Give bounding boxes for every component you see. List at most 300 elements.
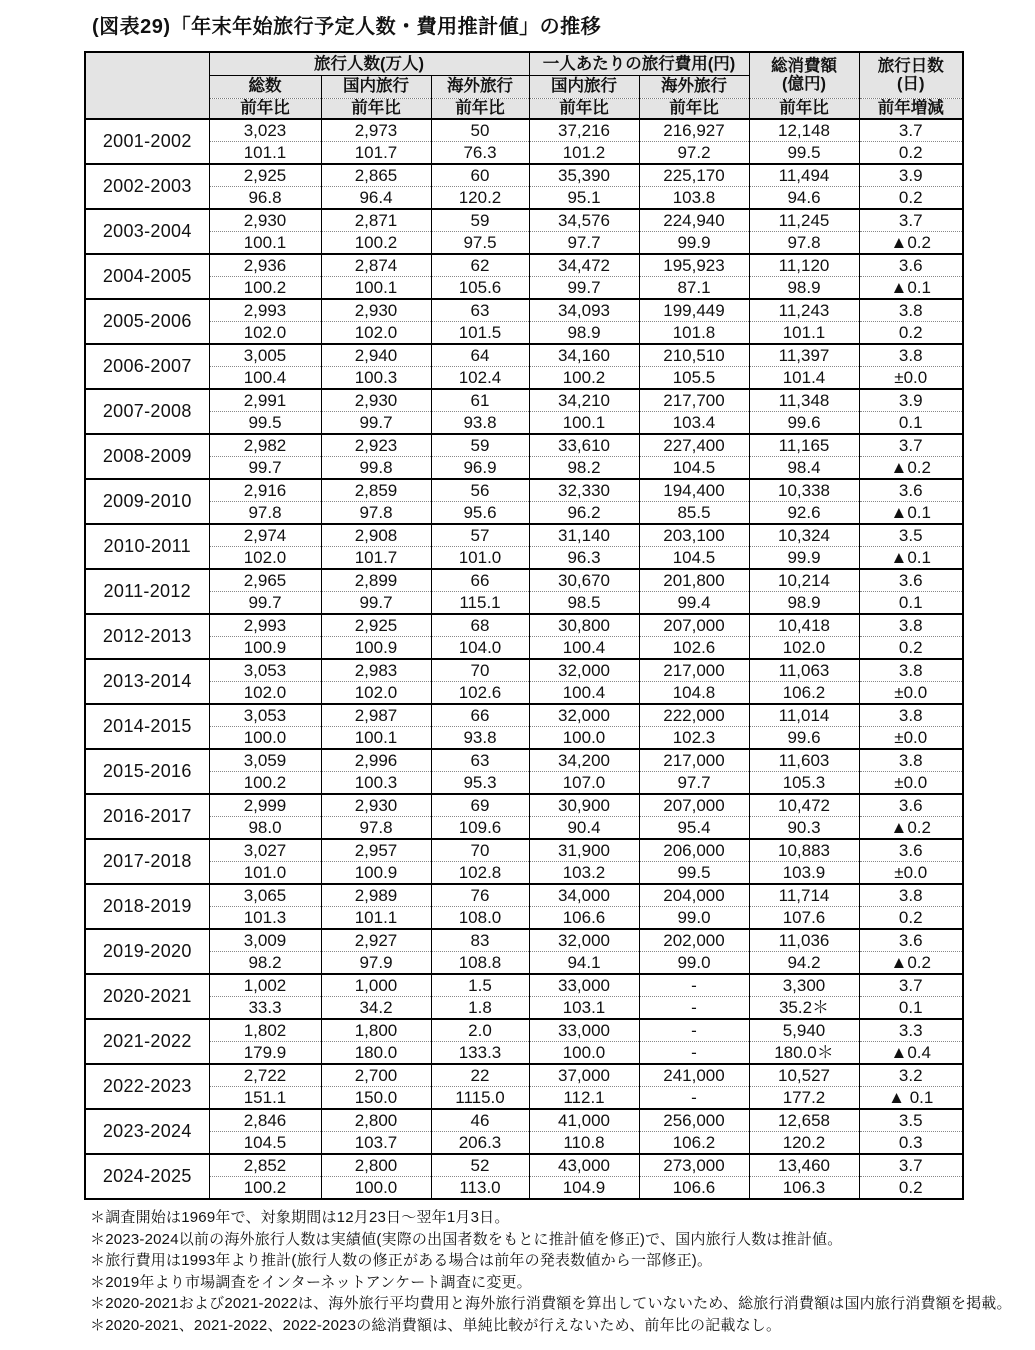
- ratio-cell: 103.9: [749, 862, 859, 885]
- header-yoy-days: 前年増減: [859, 98, 963, 119]
- header-consumption-line2: (億円): [782, 75, 826, 94]
- value-cell: 32,000: [529, 659, 639, 682]
- value-cell: 1,002: [209, 974, 321, 997]
- value-cell: 204,000: [639, 884, 749, 907]
- table-row-values: [85, 1064, 963, 1087]
- value-cell: 3,300: [749, 974, 859, 997]
- value-cell: 3.8: [859, 659, 963, 682]
- ratio-cell: ▲0.2: [859, 457, 963, 480]
- header-consumption-line1: 総消費額: [771, 57, 837, 76]
- ratio-cell: 99.8: [321, 457, 431, 480]
- value-cell: 34,000: [529, 884, 639, 907]
- value-cell: 2,874: [321, 254, 431, 277]
- ratio-cell: 105.6: [431, 277, 529, 300]
- ratio-cell: ▲0.1: [859, 502, 963, 525]
- table-row-ratios: [85, 997, 963, 1020]
- ratio-cell: 104.8: [639, 682, 749, 705]
- table-row-values: [85, 164, 963, 187]
- ratio-cell: 101.8: [639, 322, 749, 345]
- value-cell: 10,472: [749, 794, 859, 817]
- ratio-cell: 0.1: [859, 997, 963, 1020]
- table-row-values: [85, 434, 963, 457]
- footnote-line: ＊調査開始は1969年で、対象期間は12月23日～翌年1月3日。: [90, 1209, 510, 1226]
- ratio-cell: 112.1: [529, 1087, 639, 1110]
- ratio-cell: 104.0: [431, 637, 529, 660]
- year-label: 2009-2010: [85, 479, 209, 524]
- ratio-cell: 100.2: [209, 277, 321, 300]
- ratio-cell: 101.7: [321, 142, 431, 165]
- ratio-cell: 179.9: [209, 1042, 321, 1065]
- value-cell: 30,900: [529, 794, 639, 817]
- table-row-ratios: [85, 322, 963, 345]
- table-row-values: [85, 794, 963, 817]
- ratio-cell: 103.1: [529, 997, 639, 1020]
- value-cell: 11,348: [749, 389, 859, 412]
- value-cell: 2,965: [209, 569, 321, 592]
- footnote-line: ＊2020-2021、2021-2022、2022-2023の総消費額は、単純比較が行えないため、前年比の記載なし。: [90, 1316, 782, 1334]
- ratio-cell: 101.7: [321, 547, 431, 570]
- ratio-cell: 93.8: [431, 727, 529, 750]
- ratio-cell: 100.0: [529, 727, 639, 750]
- ratio-cell: 103.2: [529, 862, 639, 885]
- table-row-values: [85, 479, 963, 502]
- table-row-values: [85, 1109, 963, 1132]
- value-cell: 3.8: [859, 884, 963, 907]
- value-cell: 50: [431, 119, 529, 142]
- ratio-cell: 99.9: [749, 547, 859, 570]
- value-cell: 33,000: [529, 974, 639, 997]
- ratio-cell: 93.8: [431, 412, 529, 435]
- value-cell: 11,245: [749, 209, 859, 232]
- value-cell: 2,991: [209, 389, 321, 412]
- value-cell: 3.6: [859, 569, 963, 592]
- ratio-cell: 101.1: [321, 907, 431, 930]
- table-row-ratios: [85, 1087, 963, 1110]
- value-cell: 2,993: [209, 299, 321, 322]
- year-label: 2008-2009: [85, 434, 209, 479]
- ratio-cell: -: [639, 997, 749, 1020]
- value-cell: 2,923: [321, 434, 431, 457]
- header-yoy-row: [85, 98, 963, 119]
- value-cell: 66: [431, 569, 529, 592]
- ratio-cell: 99.7: [529, 277, 639, 300]
- ratio-cell: 102.6: [431, 682, 529, 705]
- value-cell: 11,397: [749, 344, 859, 367]
- ratio-cell: ▲ 0.1: [859, 1087, 963, 1110]
- table-row-values: [85, 344, 963, 367]
- year-label: 2002-2003: [85, 164, 209, 209]
- value-cell: 10,324: [749, 524, 859, 547]
- ratio-cell: 99.7: [209, 457, 321, 480]
- ratio-cell: 97.8: [321, 817, 431, 840]
- ratio-cell: 102.8: [431, 862, 529, 885]
- year-label: 2016-2017: [85, 794, 209, 839]
- value-cell: 227,400: [639, 434, 749, 457]
- value-cell: 3.7: [859, 434, 963, 457]
- value-cell: 3.3: [859, 1019, 963, 1042]
- ratio-cell: 94.1: [529, 952, 639, 975]
- value-cell: 59: [431, 209, 529, 232]
- value-cell: 11,494: [749, 164, 859, 187]
- value-cell: 10,883: [749, 839, 859, 862]
- ratio-cell: 100.3: [321, 772, 431, 795]
- value-cell: 11,063: [749, 659, 859, 682]
- table-row-values: [85, 839, 963, 862]
- ratio-cell: 97.8: [749, 232, 859, 255]
- table-row-values: [85, 929, 963, 952]
- value-cell: 2,993: [209, 614, 321, 637]
- year-label: 2022-2023: [85, 1064, 209, 1109]
- table-row-values: [85, 1154, 963, 1177]
- ratio-cell: 95.4: [639, 817, 749, 840]
- value-cell: 216,927: [639, 119, 749, 142]
- value-cell: 34,160: [529, 344, 639, 367]
- table-row-ratios: [85, 547, 963, 570]
- value-cell: 56: [431, 479, 529, 502]
- table-row-ratios: [85, 727, 963, 750]
- table-row-values: [85, 614, 963, 637]
- header-col-consumption: [749, 52, 859, 98]
- value-cell: 10,338: [749, 479, 859, 502]
- ratio-cell: 108.8: [431, 952, 529, 975]
- value-cell: 3.5: [859, 524, 963, 547]
- ratio-cell: ▲0.2: [859, 952, 963, 975]
- value-cell: 11,014: [749, 704, 859, 727]
- value-cell: 222,000: [639, 704, 749, 727]
- header-yoy-cost-domestic: 前年比: [529, 98, 639, 119]
- value-cell: 195,923: [639, 254, 749, 277]
- value-cell: 224,940: [639, 209, 749, 232]
- value-cell: 11,165: [749, 434, 859, 457]
- ratio-cell: 94.6: [749, 187, 859, 210]
- value-cell: 34,200: [529, 749, 639, 772]
- table-row-values: [85, 299, 963, 322]
- ratio-cell: ▲0.2: [859, 817, 963, 840]
- value-cell: 217,700: [639, 389, 749, 412]
- value-cell: 2,908: [321, 524, 431, 547]
- value-cell: 3.7: [859, 209, 963, 232]
- value-cell: 11,243: [749, 299, 859, 322]
- value-cell: 35,390: [529, 164, 639, 187]
- value-cell: 46: [431, 1109, 529, 1132]
- ratio-cell: 120.2: [749, 1132, 859, 1155]
- ratio-cell: 102.0: [749, 637, 859, 660]
- ratio-cell: 100.0: [529, 1042, 639, 1065]
- table-row-values: [85, 209, 963, 232]
- value-cell: 199,449: [639, 299, 749, 322]
- year-label: 2010-2011: [85, 524, 209, 569]
- header-yoy-cost-overseas: 前年比: [639, 98, 749, 119]
- ratio-cell: 0.2: [859, 187, 963, 210]
- table-row-values: [85, 659, 963, 682]
- value-cell: 2,800: [321, 1109, 431, 1132]
- ratio-cell: 110.8: [529, 1132, 639, 1155]
- table-row-ratios: [85, 142, 963, 165]
- ratio-cell: 96.3: [529, 547, 639, 570]
- ratio-cell: 102.3: [639, 727, 749, 750]
- ratio-cell: 0.2: [859, 637, 963, 660]
- value-cell: 2,846: [209, 1109, 321, 1132]
- value-cell: 12,148: [749, 119, 859, 142]
- table-row-ratios: [85, 1042, 963, 1065]
- year-label: 2019-2020: [85, 929, 209, 974]
- value-cell: 68: [431, 614, 529, 637]
- value-cell: -: [639, 1019, 749, 1042]
- value-cell: 52: [431, 1154, 529, 1177]
- ratio-cell: 99.7: [321, 412, 431, 435]
- ratio-cell: 206.3: [431, 1132, 529, 1155]
- ratio-cell: 0.1: [859, 412, 963, 435]
- table-row-ratios: [85, 412, 963, 435]
- ratio-cell: 99.0: [639, 952, 749, 975]
- ratio-cell: 96.8: [209, 187, 321, 210]
- ratio-cell: 90.3: [749, 817, 859, 840]
- value-cell: 207,000: [639, 614, 749, 637]
- table-row-values: [85, 119, 963, 142]
- ratio-cell: 102.6: [639, 637, 749, 660]
- value-cell: 41,000: [529, 1109, 639, 1132]
- header-col-cost-overseas: 海外旅行: [639, 75, 749, 98]
- ratio-cell: 35.2＊: [749, 997, 859, 1020]
- ratio-cell: 0.3: [859, 1132, 963, 1155]
- table-row-ratios: [85, 1132, 963, 1155]
- value-cell: 2,999: [209, 794, 321, 817]
- value-cell: 60: [431, 164, 529, 187]
- ratio-cell: 107.0: [529, 772, 639, 795]
- value-cell: 2,899: [321, 569, 431, 592]
- year-label: 2015-2016: [85, 749, 209, 794]
- value-cell: 3.6: [859, 839, 963, 862]
- ratio-cell: 99.6: [749, 727, 859, 750]
- value-cell: 2,930: [321, 794, 431, 817]
- ratio-cell: 0.1: [859, 592, 963, 615]
- ratio-cell: 101.1: [209, 142, 321, 165]
- header-yoy-overseas: 前年比: [431, 98, 529, 119]
- ratio-cell: 100.4: [529, 637, 639, 660]
- value-cell: 3.6: [859, 479, 963, 502]
- value-cell: 1.5: [431, 974, 529, 997]
- value-cell: 2,957: [321, 839, 431, 862]
- header-group-travelers: 旅行人数(万人): [209, 52, 529, 75]
- ratio-cell: 95.3: [431, 772, 529, 795]
- value-cell: 34,472: [529, 254, 639, 277]
- ratio-cell: 151.1: [209, 1087, 321, 1110]
- ratio-cell: 87.1: [639, 277, 749, 300]
- ratio-cell: 100.0: [209, 727, 321, 750]
- ratio-cell: 0.2: [859, 142, 963, 165]
- value-cell: 11,036: [749, 929, 859, 952]
- table-row-ratios: [85, 817, 963, 840]
- value-cell: 22: [431, 1064, 529, 1087]
- value-cell: 33,610: [529, 434, 639, 457]
- ratio-cell: 85.5: [639, 502, 749, 525]
- ratio-cell: 102.0: [209, 547, 321, 570]
- value-cell: 76: [431, 884, 529, 907]
- ratio-cell: 100.9: [321, 637, 431, 660]
- table-row-ratios: [85, 592, 963, 615]
- ratio-cell: 100.2: [209, 1177, 321, 1200]
- year-label: 2024-2025: [85, 1154, 209, 1199]
- table-row-values: [85, 704, 963, 727]
- value-cell: 2,927: [321, 929, 431, 952]
- header-corner-cell: [85, 52, 209, 119]
- table-row-values: [85, 254, 963, 277]
- value-cell: 3.7: [859, 1154, 963, 1177]
- value-cell: 194,400: [639, 479, 749, 502]
- value-cell: 34,576: [529, 209, 639, 232]
- value-cell: 2,925: [209, 164, 321, 187]
- ratio-cell: ±0.0: [859, 727, 963, 750]
- ratio-cell: 102.0: [209, 322, 321, 345]
- value-cell: 70: [431, 839, 529, 862]
- ratio-cell: 97.8: [321, 502, 431, 525]
- ratio-cell: 107.6: [749, 907, 859, 930]
- value-cell: 1,800: [321, 1019, 431, 1042]
- ratio-cell: 101.4: [749, 367, 859, 390]
- value-cell: 3,059: [209, 749, 321, 772]
- value-cell: 62: [431, 254, 529, 277]
- value-cell: 57: [431, 524, 529, 547]
- year-label: 2005-2006: [85, 299, 209, 344]
- value-cell: 3.8: [859, 344, 963, 367]
- value-cell: 43,000: [529, 1154, 639, 1177]
- table-row-ratios: [85, 862, 963, 885]
- value-cell: 32,330: [529, 479, 639, 502]
- ratio-cell: 101.1: [749, 322, 859, 345]
- ratio-cell: 98.2: [529, 457, 639, 480]
- value-cell: 3,053: [209, 659, 321, 682]
- value-cell: 3,027: [209, 839, 321, 862]
- value-cell: 3.7: [859, 119, 963, 142]
- table-row-values: [85, 389, 963, 412]
- ratio-cell: 109.6: [431, 817, 529, 840]
- ratio-cell: 97.9: [321, 952, 431, 975]
- value-cell: 2,859: [321, 479, 431, 502]
- ratio-cell: 103.4: [639, 412, 749, 435]
- ratio-cell: 104.9: [529, 1177, 639, 1200]
- ratio-cell: 180.0: [321, 1042, 431, 1065]
- value-cell: 2,982: [209, 434, 321, 457]
- ratio-cell: 1.8: [431, 997, 529, 1020]
- footnote-line: ＊2020-2021および2021-2022は、海外旅行平均費用と海外旅行消費額を算出していないため、総旅行消費額は国内旅行消費額を掲載。: [90, 1295, 1012, 1312]
- value-cell: 1,802: [209, 1019, 321, 1042]
- value-cell: 61: [431, 389, 529, 412]
- ratio-cell: 95.1: [529, 187, 639, 210]
- ratio-cell: 99.7: [209, 592, 321, 615]
- value-cell: 2,996: [321, 749, 431, 772]
- value-cell: 3.8: [859, 299, 963, 322]
- ratio-cell: ±0.0: [859, 862, 963, 885]
- table-row-ratios: [85, 232, 963, 255]
- value-cell: 3.6: [859, 794, 963, 817]
- value-cell: 217,000: [639, 659, 749, 682]
- year-label: 2017-2018: [85, 839, 209, 884]
- ratio-cell: 106.3: [749, 1177, 859, 1200]
- ratio-cell: 0.2: [859, 907, 963, 930]
- ratio-cell: 100.9: [209, 637, 321, 660]
- value-cell: 2,916: [209, 479, 321, 502]
- ratio-cell: 100.1: [321, 277, 431, 300]
- ratio-cell: 100.1: [321, 727, 431, 750]
- ratio-cell: 103.7: [321, 1132, 431, 1155]
- ratio-cell: 102.0: [321, 322, 431, 345]
- header-col-overseas: 海外旅行: [431, 75, 529, 98]
- travel-stats-table: [84, 51, 964, 1200]
- year-label: 2020-2021: [85, 974, 209, 1019]
- ratio-cell: 99.0: [639, 907, 749, 930]
- ratio-cell: 115.1: [431, 592, 529, 615]
- ratio-cell: 99.7: [321, 592, 431, 615]
- value-cell: 225,170: [639, 164, 749, 187]
- ratio-cell: 98.0: [209, 817, 321, 840]
- ratio-cell: 94.2: [749, 952, 859, 975]
- ratio-cell: 177.2: [749, 1087, 859, 1110]
- value-cell: 3,065: [209, 884, 321, 907]
- value-cell: 3.5: [859, 1109, 963, 1132]
- year-label: 2001-2002: [85, 119, 209, 164]
- ratio-cell: 100.0: [321, 1177, 431, 1200]
- ratio-cell: -: [639, 1087, 749, 1110]
- ratio-cell: 98.4: [749, 457, 859, 480]
- header-group-cost: 一人あたりの旅行費用(円): [529, 52, 749, 75]
- ratio-cell: 97.2: [639, 142, 749, 165]
- ratio-cell: 100.1: [209, 232, 321, 255]
- value-cell: 3,009: [209, 929, 321, 952]
- value-cell: 13,460: [749, 1154, 859, 1177]
- footnote-line: ＊2019年より市場調査をインターネットアンケート調査に変更。: [90, 1273, 532, 1291]
- table-row-values: [85, 524, 963, 547]
- ratio-cell: 106.6: [529, 907, 639, 930]
- value-cell: 66: [431, 704, 529, 727]
- ratio-cell: 96.9: [431, 457, 529, 480]
- page-title: (図表29)「年末年始旅行予定人数・費用推計値」の推移: [92, 16, 602, 38]
- value-cell: 2,987: [321, 704, 431, 727]
- ratio-cell: 92.6: [749, 502, 859, 525]
- ratio-cell: 104.5: [639, 457, 749, 480]
- ratio-cell: 113.0: [431, 1177, 529, 1200]
- table-row-ratios: [85, 1177, 963, 1200]
- table-row-ratios: [85, 952, 963, 975]
- ratio-cell: 105.3: [749, 772, 859, 795]
- value-cell: 59: [431, 434, 529, 457]
- value-cell: 11,603: [749, 749, 859, 772]
- value-cell: 70: [431, 659, 529, 682]
- value-cell: 2,700: [321, 1064, 431, 1087]
- year-label: 2006-2007: [85, 344, 209, 389]
- header-col-days: [859, 52, 963, 98]
- year-label: 2011-2012: [85, 569, 209, 614]
- value-cell: 2,722: [209, 1064, 321, 1087]
- table-header: [85, 52, 963, 119]
- value-cell: 37,216: [529, 119, 639, 142]
- value-cell: 34,093: [529, 299, 639, 322]
- ratio-cell: 98.9: [749, 277, 859, 300]
- value-cell: 32,000: [529, 929, 639, 952]
- value-cell: 3.9: [859, 164, 963, 187]
- ratio-cell: 108.0: [431, 907, 529, 930]
- table-row-values: [85, 749, 963, 772]
- ratio-cell: 133.3: [431, 1042, 529, 1065]
- ratio-cell: 105.5: [639, 367, 749, 390]
- table-row-values: [85, 974, 963, 997]
- ratio-cell: 99.9: [639, 232, 749, 255]
- value-cell: 12,658: [749, 1109, 859, 1132]
- year-label: 2014-2015: [85, 704, 209, 749]
- value-cell: 63: [431, 299, 529, 322]
- ratio-cell: 0.2: [859, 322, 963, 345]
- ratio-cell: 103.8: [639, 187, 749, 210]
- value-cell: 2,989: [321, 884, 431, 907]
